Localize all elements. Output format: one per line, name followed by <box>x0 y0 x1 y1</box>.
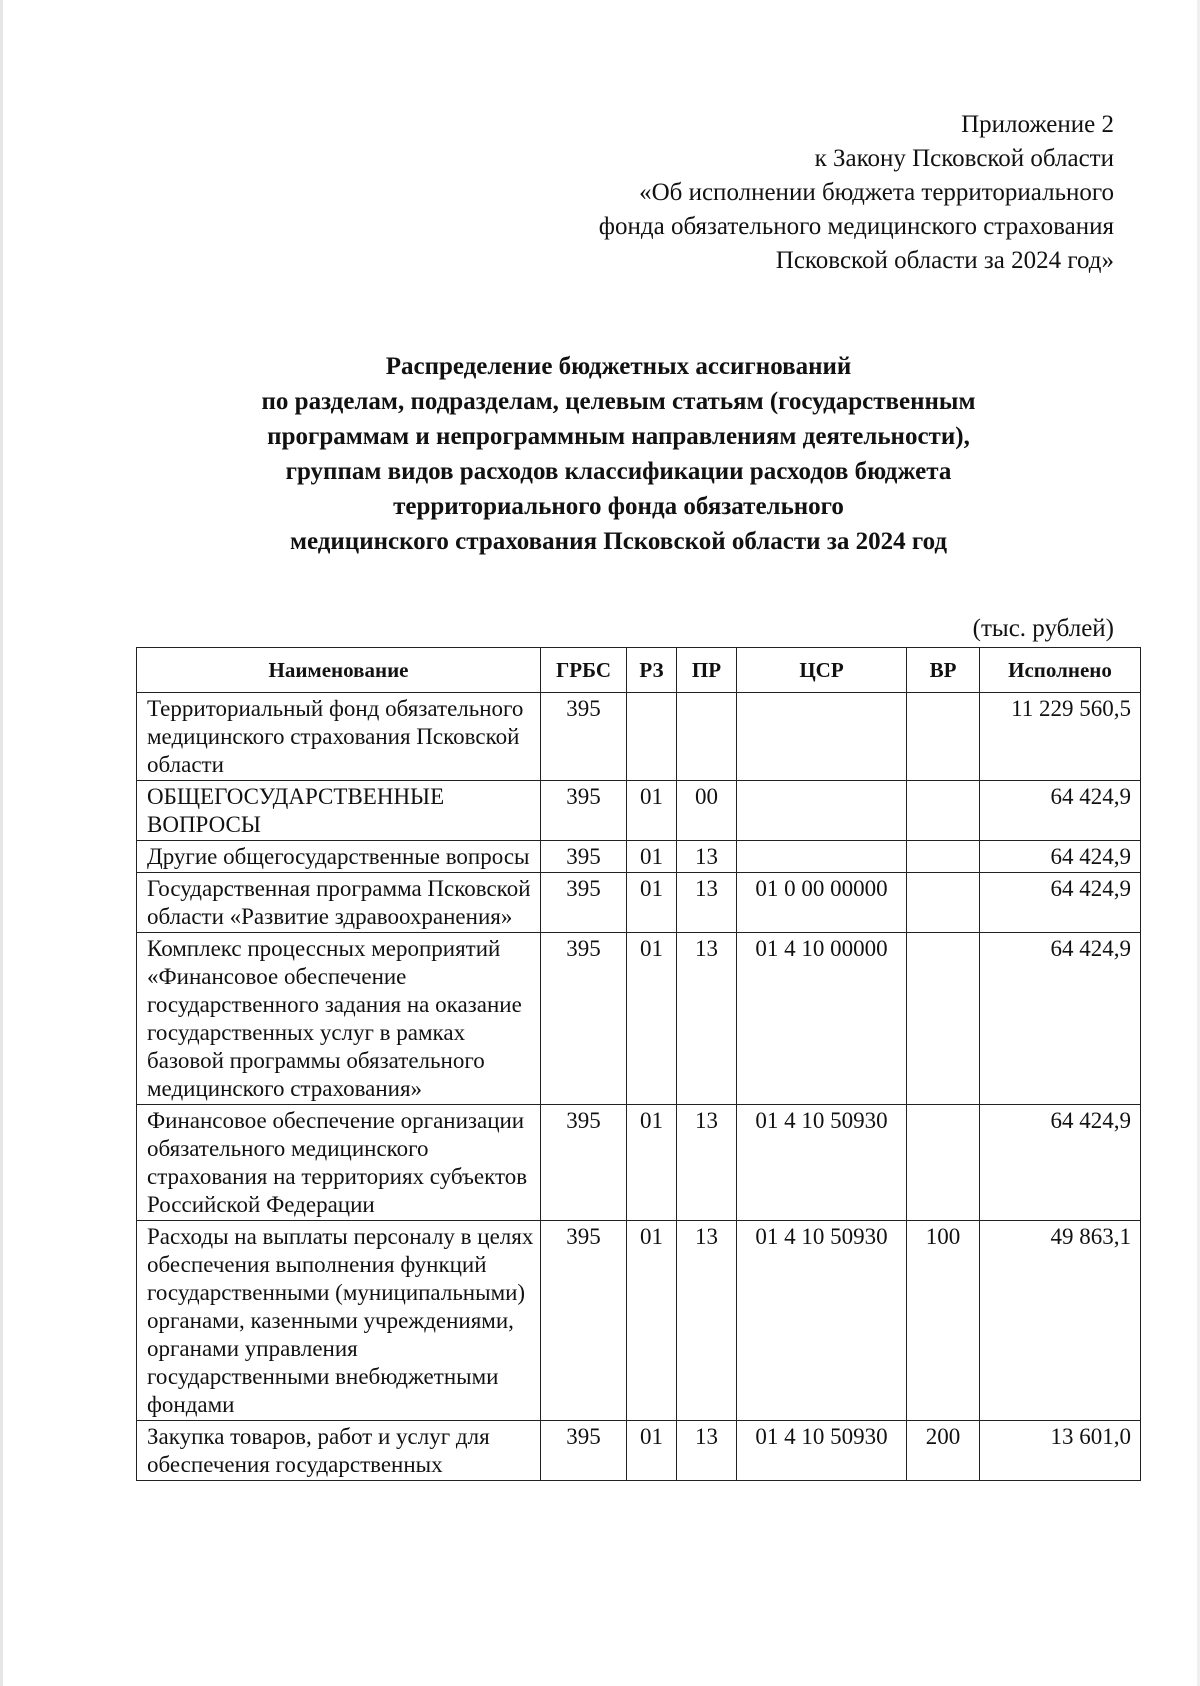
table-row <box>137 1221 1141 1421</box>
appendix-line: «Об исполнении бюджета территориального <box>639 179 1114 206</box>
header-pr: ПР <box>677 648 737 693</box>
cell-name: Другие общегосударственные вопросы <box>137 841 541 873</box>
cell-vr <box>907 873 980 933</box>
header-grbs: ГРБС <box>541 648 627 693</box>
cell-rz: 01 <box>627 873 677 933</box>
cell-amount: 64 424,9 <box>980 781 1141 841</box>
cell-name: Финансовое обеспечение организации обязательного медицинского страхования на территориях субъектов Российской Федерации <box>137 1105 541 1221</box>
cell-amount: 49 863,1 <box>980 1221 1141 1421</box>
title-line: территориального фонда обязательного <box>393 493 844 520</box>
appendix-line: Приложение 2 <box>961 111 1114 138</box>
units-label: (тыс. рублей) <box>972 615 1114 642</box>
cell-rz: 01 <box>627 933 677 1105</box>
table-row <box>137 1105 1141 1221</box>
appendix-header <box>599 108 1114 278</box>
cell-rz: 01 <box>627 781 677 841</box>
cell-name: Расходы на выплаты персоналу в целях обеспечения выполнения функций государственными (муниципальными) органами, казенными учреждениями, органами управления государственными внебюджетными фондами <box>137 1221 541 1421</box>
cell-grbs: 395 <box>541 1105 627 1221</box>
cell-grbs: 395 <box>541 1221 627 1421</box>
cell-amount: 64 424,9 <box>980 933 1141 1105</box>
cell-rz: 01 <box>627 1421 677 1481</box>
appendix-line: фонда обязательного медицинского страхования <box>598 213 1114 240</box>
cell-csr: 01 4 10 50930 <box>737 1221 907 1421</box>
table-row <box>137 693 1141 781</box>
header-name: Наименование <box>137 648 541 693</box>
cell-pr: 13 <box>677 1221 737 1421</box>
title-line: медицинского страхования Псковской области за 2024 год <box>289 528 948 555</box>
cell-amount: 13 601,0 <box>980 1421 1141 1481</box>
cell-csr: 01 4 10 50930 <box>737 1421 907 1481</box>
cell-grbs: 395 <box>541 841 627 873</box>
cell-name: ОБЩЕГОСУДАРСТВЕННЫЕ ВОПРОСЫ <box>137 781 541 841</box>
cell-csr <box>737 781 907 841</box>
cell-pr: 13 <box>677 873 737 933</box>
cell-csr <box>737 841 907 873</box>
cell-amount: 64 424,9 <box>980 1105 1141 1221</box>
cell-vr <box>907 1105 980 1221</box>
cell-pr <box>677 693 737 781</box>
table-row <box>137 1421 1141 1481</box>
cell-pr: 13 <box>677 1105 737 1221</box>
table-row <box>137 933 1141 1105</box>
title-line: программам и непрограммным направлениям деятельности), <box>267 423 970 450</box>
title-line: Распределение бюджетных ассигнований <box>385 353 852 380</box>
table-row <box>137 841 1141 873</box>
cell-vr: 100 <box>907 1221 980 1421</box>
cell-vr <box>907 781 980 841</box>
appendix-line: Псковской области за 2024 год» <box>775 247 1114 274</box>
cell-pr: 13 <box>677 841 737 873</box>
cell-pr: 00 <box>677 781 737 841</box>
cell-name: Закупка товаров, работ и услуг для обеспечения государственных <box>137 1421 541 1481</box>
budget-table <box>136 647 1141 1481</box>
cell-csr <box>737 693 907 781</box>
document-title <box>135 349 1200 559</box>
cell-vr <box>907 841 980 873</box>
cell-name: Государственная программа Псковской области «Развитие здравоохранения» <box>137 873 541 933</box>
cell-amount: 64 424,9 <box>980 873 1141 933</box>
cell-grbs: 395 <box>541 781 627 841</box>
cell-vr: 200 <box>907 1421 980 1481</box>
cell-csr: 01 4 10 00000 <box>737 933 907 1105</box>
cell-grbs: 395 <box>541 933 627 1105</box>
cell-grbs: 395 <box>541 873 627 933</box>
cell-csr: 01 4 10 50930 <box>737 1105 907 1221</box>
cell-name: Территориальный фонд обязательного медицинского страхования Псковской области <box>137 693 541 781</box>
cell-vr <box>907 693 980 781</box>
cell-rz: 01 <box>627 1105 677 1221</box>
header-csr: ЦСР <box>737 648 907 693</box>
cell-rz: 01 <box>627 1221 677 1421</box>
cell-amount: 11 229 560,5 <box>980 693 1141 781</box>
cell-name: Комплекс процессных мероприятий «Финансовое обеспечение государственного задания на оказание государственных услуг в рамках базовой программы обязательного медицинского страхования» <box>137 933 541 1105</box>
table-header-row <box>137 648 1141 693</box>
cell-grbs: 395 <box>541 693 627 781</box>
appendix-line: к Закону Псковской области <box>814 145 1114 172</box>
title-line: группам видов расходов классификации расходов бюджета <box>285 458 952 485</box>
cell-grbs: 395 <box>541 1421 627 1481</box>
header-vr: ВР <box>907 648 980 693</box>
cell-rz: 01 <box>627 841 677 873</box>
table-row <box>137 873 1141 933</box>
header-rz: РЗ <box>627 648 677 693</box>
cell-amount: 64 424,9 <box>980 841 1141 873</box>
header-amount: Исполнено <box>980 648 1141 693</box>
cell-vr <box>907 933 980 1105</box>
scan-edge-left <box>0 0 3 1686</box>
cell-pr: 13 <box>677 1421 737 1481</box>
cell-rz <box>627 693 677 781</box>
cell-csr: 01 0 00 00000 <box>737 873 907 933</box>
table-row <box>137 781 1141 841</box>
title-line: по разделам, подразделам, целевым статьям (государственным <box>261 388 976 415</box>
cell-pr: 13 <box>677 933 737 1105</box>
